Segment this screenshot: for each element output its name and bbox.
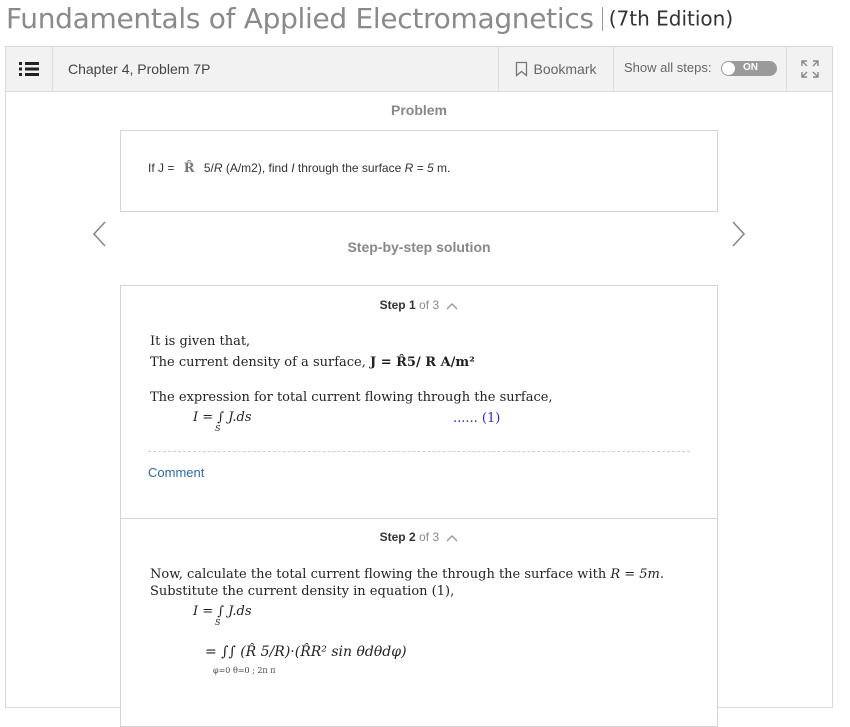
expand-icon	[800, 59, 820, 79]
book-edition: (7th Edition)	[608, 6, 734, 31]
chevron-up-icon	[446, 302, 458, 310]
step-2-integral-limits: φ=0 θ=0 ; 2π π	[213, 666, 276, 675]
current-density-eq: J = R̂5/ R A/m²	[370, 355, 475, 370]
problem-box	[120, 130, 718, 212]
step-divider	[121, 518, 717, 519]
list-icon	[18, 60, 40, 78]
chevron-up-icon	[446, 534, 458, 542]
dashed-divider	[148, 451, 690, 452]
toggle-knob	[722, 62, 735, 75]
step-1-header[interactable]: Step 1 of 3	[121, 298, 717, 312]
toggle-state: ON	[743, 62, 758, 73]
show-all-steps-toggle[interactable]	[721, 61, 777, 76]
vector-r-hat: R̂	[183, 161, 195, 176]
problem-statement: If J = R̂ 5/R (A/m2), find I through the surface R = 5 m.	[148, 161, 451, 176]
show-all-steps-label: Show all steps:	[624, 60, 712, 75]
step-1-line-2: The current density of a surface, J = R̂5/ R A/m²	[150, 355, 475, 370]
step-1-equation: I = ∫ J.ds S	[193, 410, 252, 433]
menu-button[interactable]	[6, 47, 53, 91]
chapter-label: Chapter 4, Problem 7P	[68, 61, 211, 77]
step-2-equation-1: I = ∫ J.ds S	[193, 604, 252, 627]
book-title: Fundamentals of Applied Electromagnetics	[6, 2, 594, 35]
step-2-header[interactable]: Step 2 of 3	[121, 530, 717, 544]
solution-heading: Step-by-step solution	[347, 239, 491, 255]
bookmark-label: Bookmark	[533, 61, 597, 77]
step-2-line-1: Now, calculate the total current flowing the through the surface with R = 5m.	[150, 567, 665, 582]
bookmark-icon	[515, 61, 528, 77]
step-2-equation-2: = ∫∫ (R̂ 5/R)·(R̂R² sin θdθdφ)	[205, 644, 407, 660]
title-separator	[602, 7, 603, 31]
steps-box	[120, 285, 718, 727]
comment-link[interactable]: Comment	[148, 465, 205, 480]
book-header	[6, 2, 733, 42]
step-2-line-2: Substitute the current density in equation (1),	[150, 584, 455, 599]
step-1-line-1: It is given that,	[150, 334, 251, 349]
solution-frame	[5, 46, 833, 708]
toolbar	[6, 47, 832, 92]
problem-heading: Problem	[390, 102, 447, 118]
equation-ref-1: ...... (1)	[453, 411, 501, 426]
step-1-line-3: The expression for total current flowing through the surface,	[150, 390, 553, 405]
expand-button[interactable]	[786, 47, 833, 91]
bookmark-button[interactable]	[498, 47, 614, 91]
